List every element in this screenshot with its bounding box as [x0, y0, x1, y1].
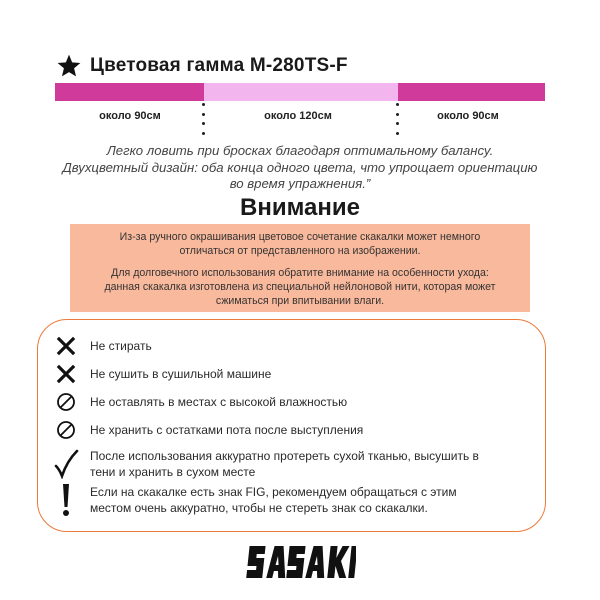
- color-segment-left: [55, 83, 204, 101]
- cross-icon: [52, 332, 80, 360]
- care-item-line: тени и хранить в сухом месте: [90, 465, 256, 479]
- care-item-text: [90, 394, 347, 410]
- warning-paragraph: [70, 266, 530, 308]
- care-item-line: Не хранить с остатками пота после выступления: [90, 423, 364, 437]
- star-icon: [56, 53, 82, 79]
- description-line: во время упражнения.”: [229, 176, 371, 191]
- care-item-fig-mark: [52, 484, 457, 516]
- exclamation-icon: [52, 486, 80, 514]
- color-segment-right: [398, 83, 545, 101]
- warning-line: Для долговечного использования обратите внимание на особенности ухода:: [111, 267, 489, 279]
- care-item-no-dryer: [52, 360, 271, 388]
- description: [30, 143, 570, 193]
- care-item-text: [90, 484, 457, 516]
- care-item-no-humidity: [52, 388, 347, 416]
- warning-line: сжиматься при впитывании влаги.: [215, 295, 385, 307]
- care-item-no-sweat: [52, 416, 363, 444]
- warning-paragraph: [70, 230, 530, 258]
- segment-label-left: около 90см: [99, 110, 161, 122]
- color-segment-middle: [204, 83, 398, 101]
- segment-label-right: около 90см: [437, 110, 499, 122]
- header: [56, 50, 348, 82]
- care-item-line: Не сушить в сушильной машине: [90, 367, 272, 381]
- description-line: Двухцветный дизайн: оба конца одного цвета, что упрощает ориентацию: [62, 159, 538, 175]
- warning-line: отличаться от представленного на изображении.: [179, 245, 421, 257]
- segment-label-middle: около 120см: [264, 110, 332, 122]
- care-item-line: После использования аккуратно протереть сухой тканью, высушить в: [90, 449, 479, 463]
- color-bar: [55, 83, 545, 101]
- care-item-line: местом очень аккуратно, чтобы не стереть знак со скакалки.: [90, 501, 428, 515]
- prohibited-icon: [52, 388, 80, 416]
- warning-line: данная скакалка изготовлена из специальной нейлоновой нити, которая может: [104, 281, 496, 293]
- care-item-line: Если на скакалке есть знак FIG, рекомендуем обращаться с этим: [90, 485, 457, 499]
- care-item-text: [90, 448, 479, 480]
- warning-title: Внимание: [240, 194, 360, 221]
- care-item-line: Не стирать: [90, 339, 152, 353]
- checkmark-icon: [52, 450, 80, 478]
- description-line: Легко ловить при бросках благодаря оптимальному балансу.: [106, 143, 494, 158]
- warning-line: Из-за ручного окрашивания цветовое сочетание скакалки может немного: [119, 231, 481, 243]
- care-item-wipe-dry: [52, 448, 479, 480]
- care-item-no-wash: [52, 332, 152, 360]
- page-title: Цветовая гамма M-280TS-F: [90, 55, 348, 76]
- sasaki-logo: [246, 542, 356, 582]
- warning-box: [70, 224, 530, 312]
- cross-icon: [52, 360, 80, 388]
- care-item-text: [90, 338, 152, 354]
- care-item-text: [90, 422, 363, 438]
- care-item-text: [90, 366, 271, 382]
- divider-dots-right: [395, 103, 399, 135]
- care-instructions-box: [37, 319, 546, 532]
- prohibited-icon: [52, 416, 80, 444]
- care-item-line: Не оставлять в местах с высокой влажностью: [90, 395, 348, 409]
- divider-dots-left: [201, 103, 205, 135]
